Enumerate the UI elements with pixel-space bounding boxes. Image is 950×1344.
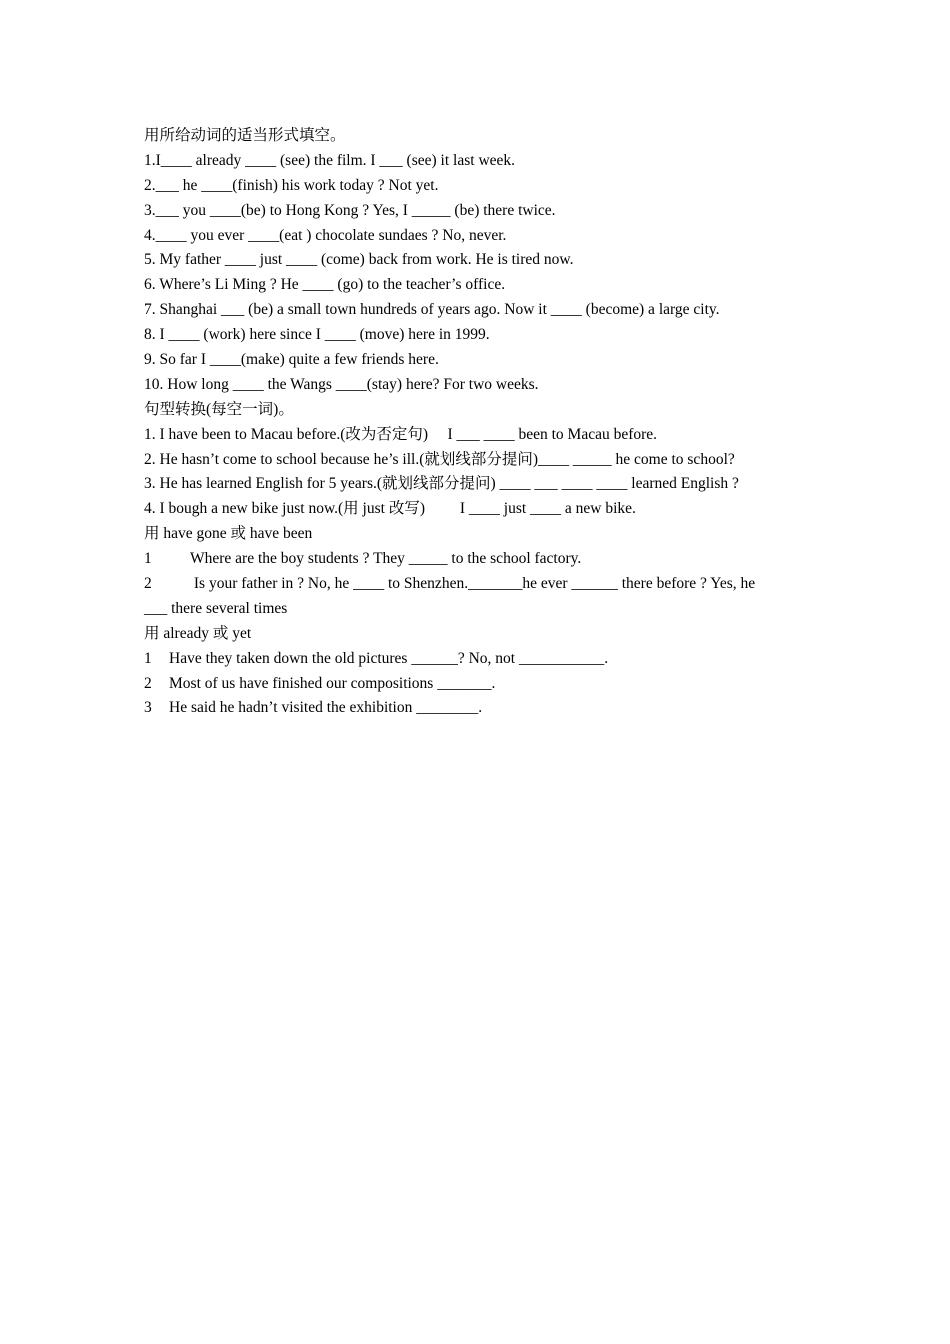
section-heading-gone-been: 用 have gone 或 have been xyxy=(144,525,313,543)
exercise-line: 1. I have been to Macau before.(改为否定句) I ___ ____ been to Macau before. xyxy=(144,425,658,443)
exercise-line xyxy=(144,547,824,572)
item-number: 1 xyxy=(144,649,152,667)
item-text: Is your father in ? No, he ____ to Shenzhen._______he ever ______ there before ? Yes, he xyxy=(190,575,756,593)
exercise-line: 4.____ you ever ____(eat ) chocolate sundaes ? No, never. xyxy=(144,226,507,244)
exercise-line: 1.I____ already ____ (see) the film. I ___ (see) it last week. xyxy=(144,151,516,169)
exercise-line: 2. He hasn’t come to school because he’s ill.(就划线部分提问)____ _____ he come to school? xyxy=(144,450,735,468)
exercise-line: 2.___ he ____(finish) his work today ? Not yet. xyxy=(144,176,439,194)
section-heading-sentence-transformation: 句型转换(每空一词)。 xyxy=(144,400,294,418)
exercise-line: 9. So far I ____(make) quite a few friends here. xyxy=(144,351,439,369)
exercise-line xyxy=(144,672,824,697)
exercise-line xyxy=(144,647,824,672)
section-heading-fill-in-verbs: 用所给动词的适当形式填空。 xyxy=(144,127,346,144)
item-number: 2 xyxy=(144,575,152,593)
item-text: Have they taken down the old pictures ______? No, not ___________. xyxy=(169,649,609,667)
item-number: 2 xyxy=(144,674,152,692)
item-text: Where are the boy students ? They _____ to the school factory. xyxy=(190,550,582,568)
exercise-line: 4. I bough a new bike just now.(用 just 改写) I ____ just ____ a new bike. xyxy=(144,500,636,518)
exercise-line: 3.___ you ____(be) to Hong Kong ? Yes, I _____ (be) there twice. xyxy=(144,201,556,219)
exercise-line: 7. Shanghai ___ (be) a small town hundreds of years ago. Now it ____ (become) a large city. xyxy=(144,301,720,319)
section-heading-already-yet: 用 already 或 yet xyxy=(144,624,252,642)
item-text: He said he hadn’t visited the exhibition ________. xyxy=(169,699,483,717)
item-number: 3 xyxy=(144,699,152,717)
exercise-line xyxy=(144,696,824,721)
exercise-line-continuation: ___ there several times xyxy=(144,599,288,617)
worksheet xyxy=(144,124,824,721)
exercise-line: 10. How long ____ the Wangs ____(stay) here? For two weeks. xyxy=(144,375,539,393)
item-number: 1 xyxy=(144,550,152,568)
exercise-line: 8. I ____ (work) here since I ____ (move) here in 1999. xyxy=(144,326,490,344)
item-text: Most of us have finished our compositions _______. xyxy=(169,674,496,692)
exercise-line: 3. He has learned English for 5 years.(就划线部分提问) ____ ___ ____ ____ learned English ? xyxy=(144,475,739,493)
exercise-line: 6. Where’s Li Ming ? He ____ (go) to the teacher’s office. xyxy=(144,276,506,294)
exercise-line xyxy=(144,572,824,597)
exercise-line: 5. My father ____ just ____ (come) back from work. He is tired now. xyxy=(144,251,574,269)
